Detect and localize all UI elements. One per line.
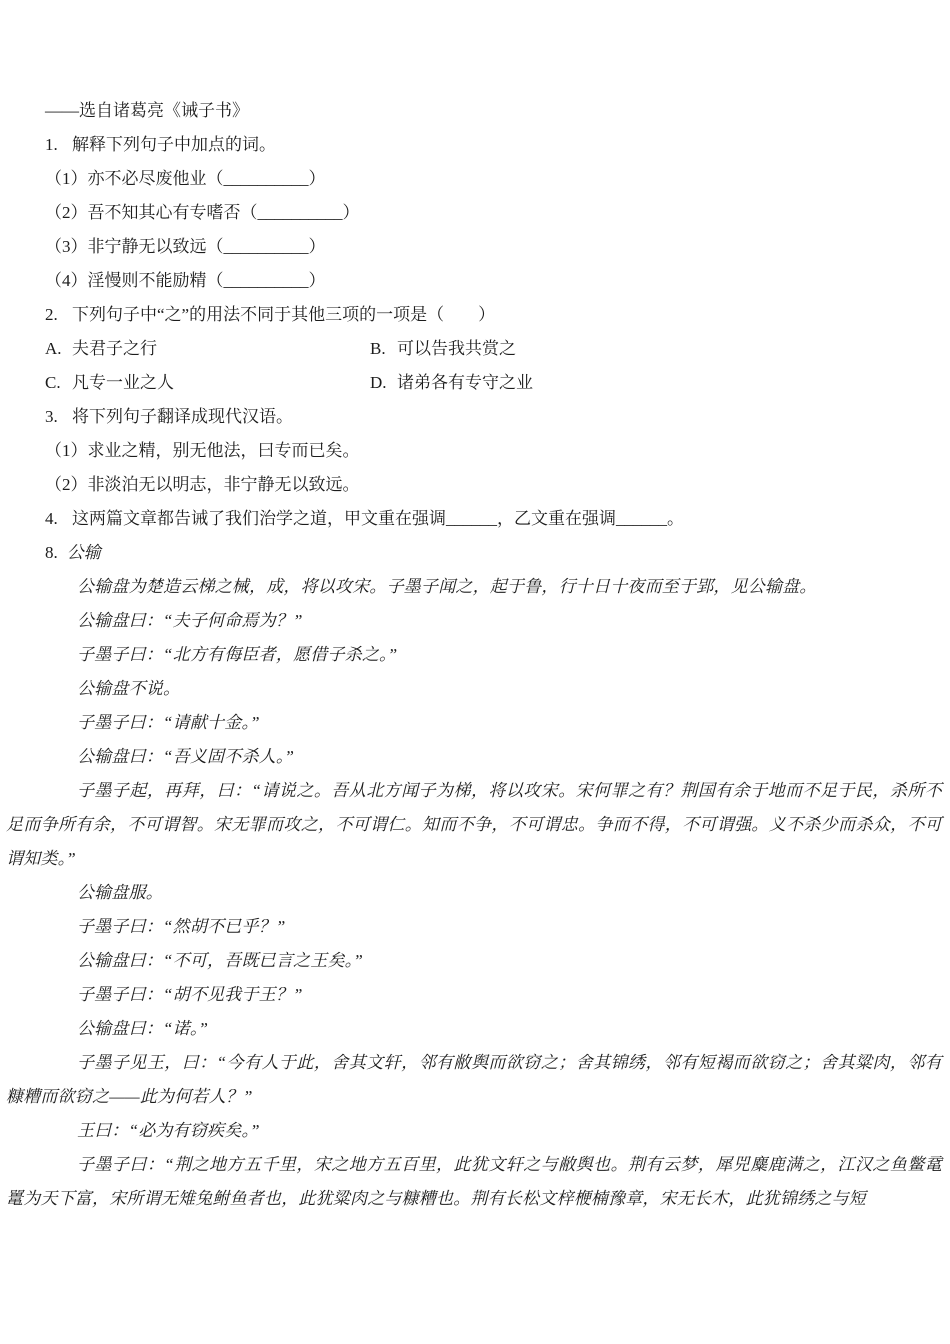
option-a-label: A.	[45, 339, 62, 358]
question-1-item-2: （2）吾不知其心有专嗜否（__________）	[45, 203, 360, 222]
passage-paragraph-13: 子墨子见王，曰：“今有人于此，舍其文轩，邻有敝舆而欲窃之；舍其锦绣，邻有短褐而欲窃之；舍其粱肉，邻有糠糟而欲窃之——此为何若人？”	[6, 1053, 942, 1106]
question-8-heading	[6, 536, 942, 570]
passage-paragraph-8: 公输盘服。	[77, 883, 163, 902]
passage-paragraph-1: 公输盘为楚造云梯之械，成，将以攻宋。子墨子闻之，起于鲁，行十日十夜而至于郢，见公输盘。	[77, 577, 817, 596]
question-1-text: 解释下列句子中加点的词。	[72, 135, 276, 154]
option-d-text: 诸弟各有专守之业	[397, 373, 533, 392]
question-1-stem	[6, 128, 942, 162]
option-c-label: C.	[45, 373, 61, 392]
question-3-stem	[6, 400, 942, 434]
option-b-text: 可以告我共赏之	[397, 339, 516, 358]
option-d-label: D.	[370, 373, 387, 392]
question-4-number: 4.	[45, 509, 58, 528]
question-3-text: 将下列句子翻译成现代汉语。	[72, 407, 293, 426]
option-b	[370, 332, 516, 366]
question-1-number: 1.	[45, 135, 58, 154]
question-3-item-1: （1）求业之精，别无他法，曰专而已矣。	[45, 441, 360, 460]
passage-paragraph-15: 子墨子曰：“荆之地方五千里，宋之地方五百里，此犹文轩之与敝舆也。荆有云梦，犀兕麋鹿满之，江汉之鱼鳖鼋鼍为天下富，宋所谓无雉兔鲋鱼者也，此犹粱肉之与糠糟也。荆有长松文梓楩楠豫章，宋无长木，此犹锦绣之与短	[6, 1155, 942, 1208]
passage-paragraph-7: 子墨子起，再拜，曰：“请说之。吾从北方闻子为梯，将以攻宋。宋何罪之有？荆国有余于地而不足于民，杀所不足而争所有余，不可谓智。宋无罪而攻之，不可谓仁。知而不争，不可谓忠。争而不得，不可谓强。义不杀少而杀众，不可谓知类。”	[6, 781, 942, 868]
passage-paragraph-4: 公输盘不说。	[77, 679, 181, 698]
passage-paragraph-2: 公输盘曰：“夫子何命焉为？”	[77, 611, 303, 630]
option-c	[45, 366, 370, 400]
question-3-item-2: （2）非淡泊无以明志，非宁静无以致远。	[45, 475, 360, 494]
attribution-line: ——选自诸葛亮《诫子书》	[45, 101, 249, 120]
question-8-number: 8.	[45, 543, 58, 562]
question-3-number: 3.	[45, 407, 58, 426]
question-8-title: 公输	[66, 543, 101, 562]
question-1-item-4: （4）淫慢则不能励精（__________）	[45, 271, 326, 290]
passage-paragraph-9: 子墨子曰：“然胡不已乎？”	[77, 917, 286, 936]
passage-paragraph-6: 公输盘曰：“吾义固不杀人。”	[77, 747, 295, 766]
option-c-text: 凡专一业之人	[72, 373, 174, 392]
passage-paragraph-10: 公输盘曰：“不可，吾既已言之王矣。”	[77, 951, 364, 970]
question-4-text: 这两篇文章都告诫了我们治学之道，甲文重在强调______，乙文重在强调______。	[72, 509, 684, 528]
question-2-options-row-2	[6, 366, 942, 400]
question-1-item-3: （3）非宁静无以致远（__________）	[45, 237, 326, 256]
question-2-text: 下列句子中“之”的用法不同于其他三项的一项是（ ）	[72, 305, 496, 324]
passage-paragraph-5: 子墨子曰：“请献十金。”	[77, 713, 260, 732]
question-4-stem	[6, 502, 942, 536]
question-1-item-1: （1）亦不必尽废他业（__________）	[45, 169, 326, 188]
passage-paragraph-3: 子墨子曰：“北方有侮臣者，愿借子杀之。”	[77, 645, 398, 664]
option-a-text: 夫君子之行	[72, 339, 157, 358]
question-2-number: 2.	[45, 305, 58, 324]
question-2-options-row-1	[6, 332, 942, 366]
passage-paragraph-12: 公输盘曰：“诺。”	[77, 1019, 209, 1038]
passage-paragraph-11: 子墨子曰：“胡不见我于王？”	[77, 985, 303, 1004]
option-a	[45, 332, 370, 366]
option-d	[370, 366, 533, 400]
passage-paragraph-14: 王曰：“必为有窃疾矣。”	[77, 1121, 260, 1140]
option-b-label: B.	[370, 339, 386, 358]
question-2-stem	[6, 298, 942, 332]
